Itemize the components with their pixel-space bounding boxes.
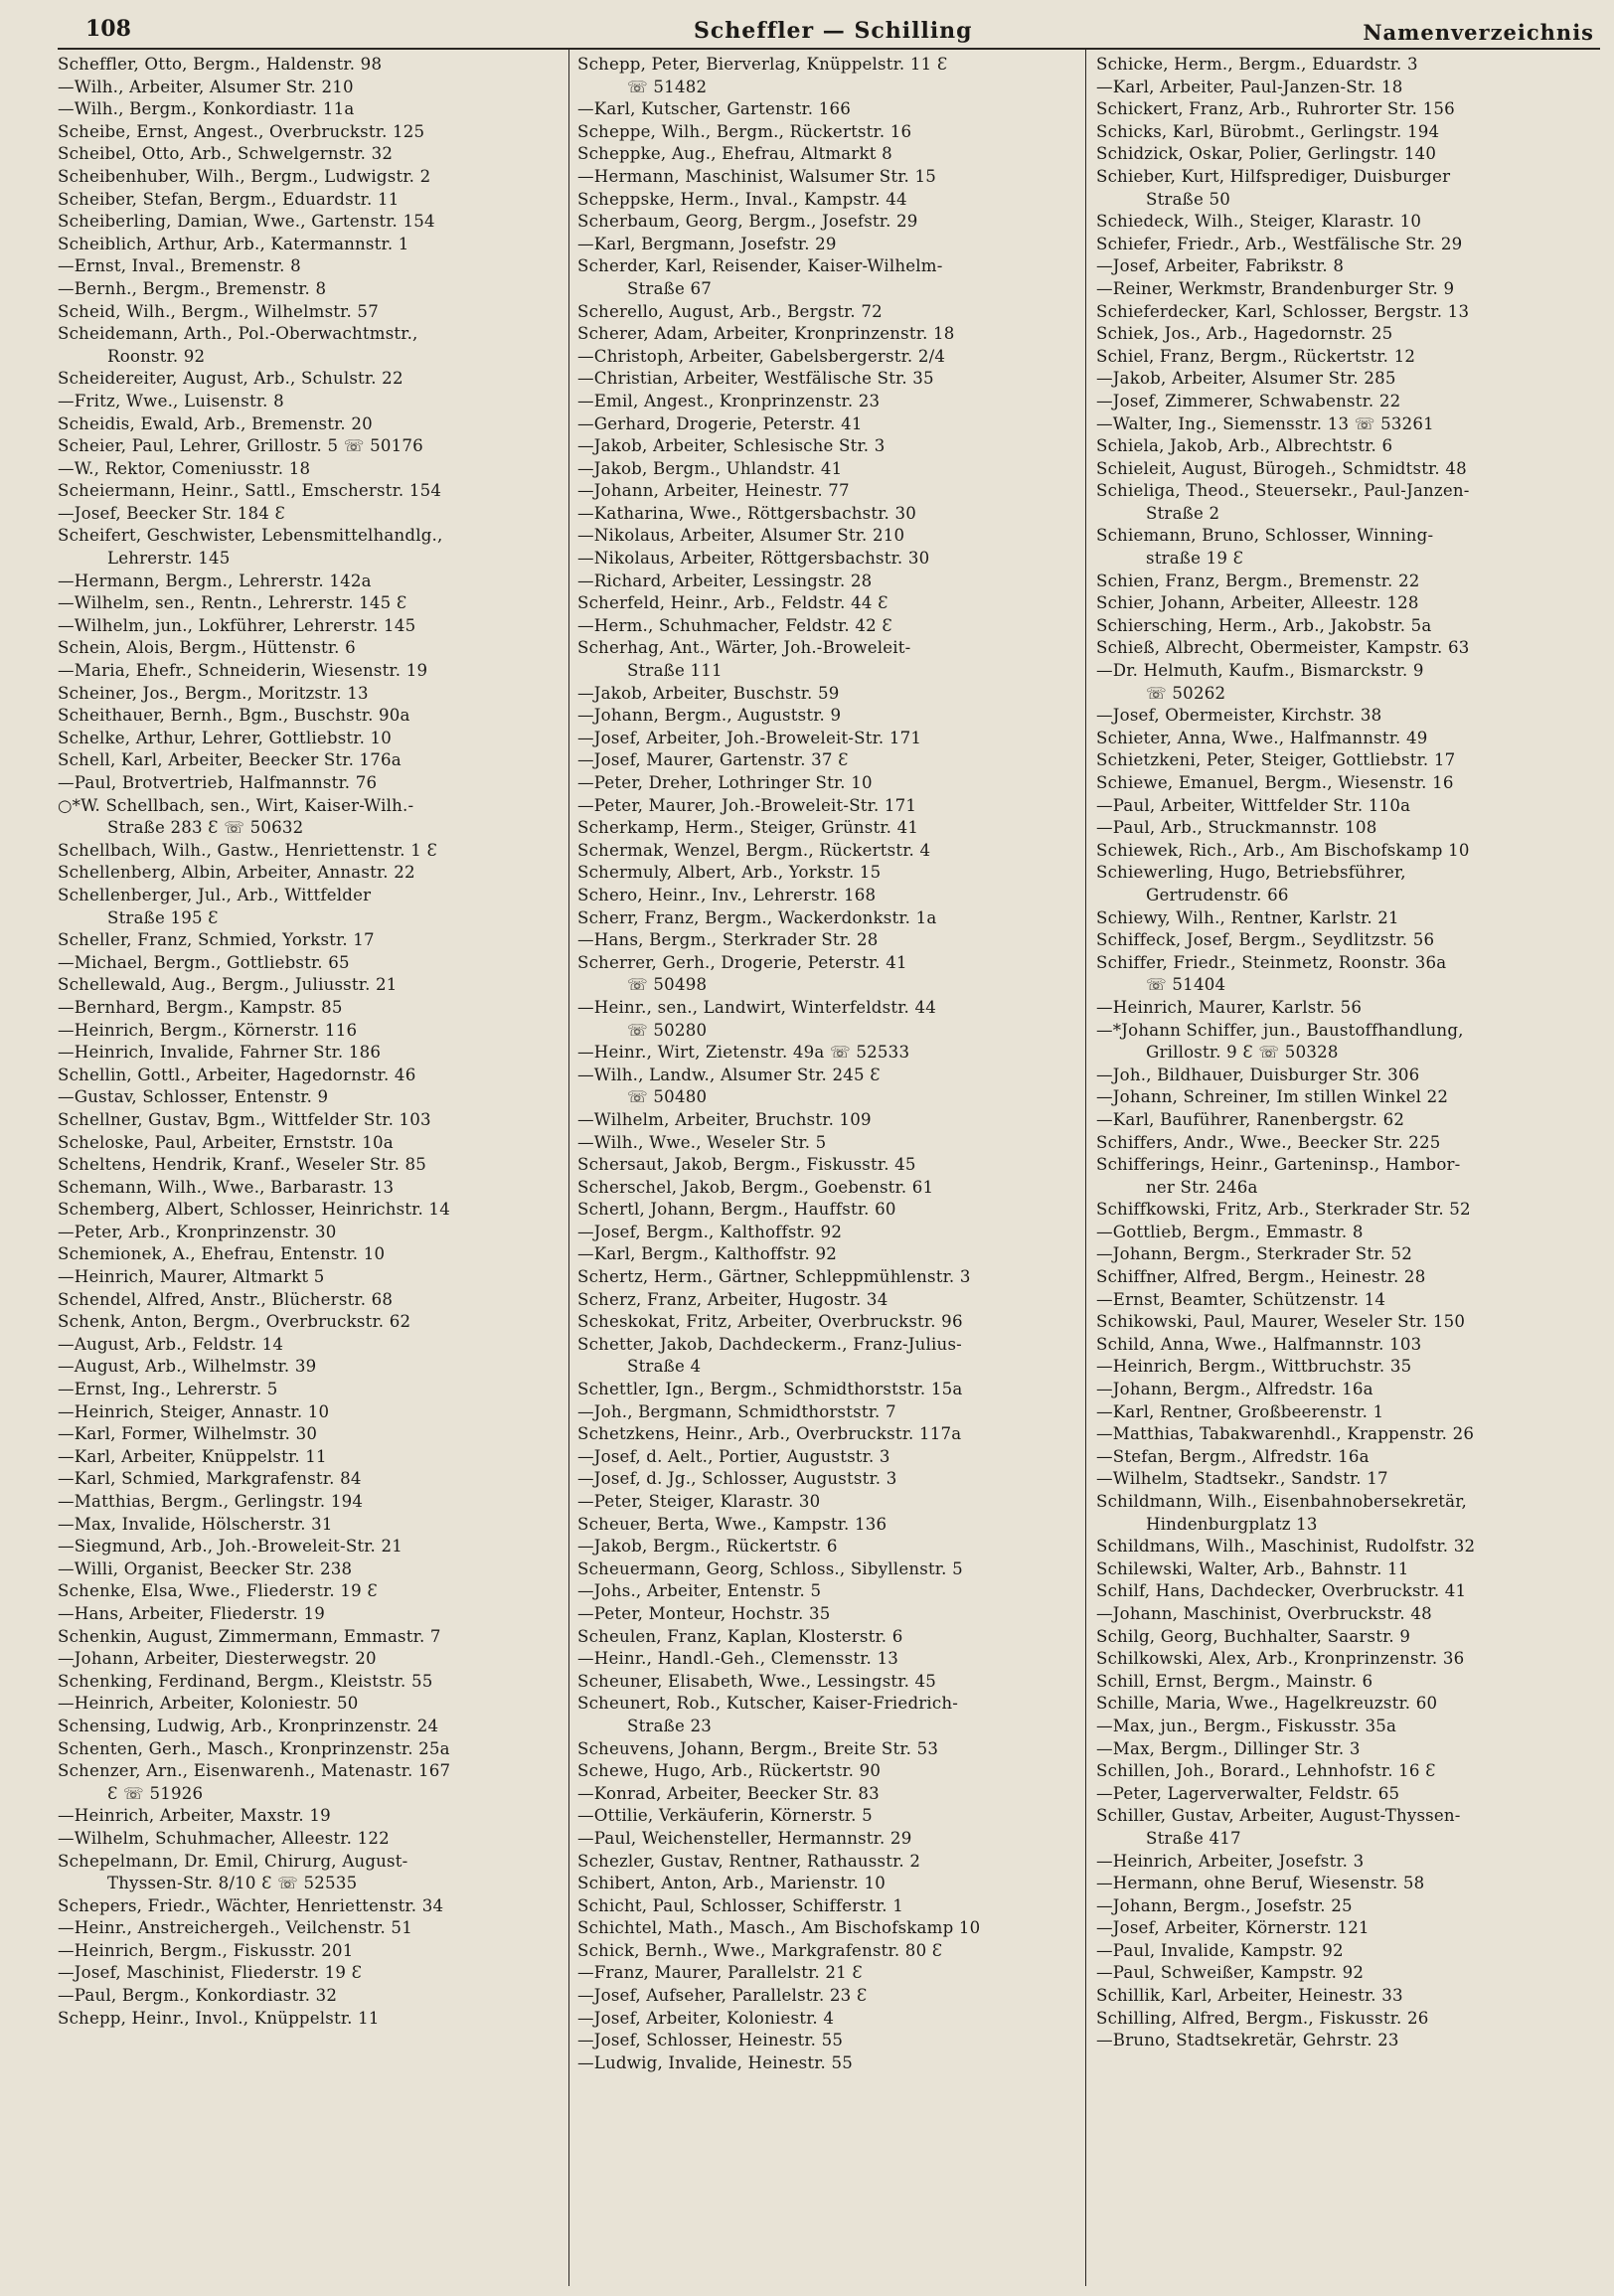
directory-entry: Schemberg, Albert, Schlosser, Heinrichstr. 14: [58, 1200, 450, 1220]
directory-entry: Schille, Maria, Wwe., Hagelkreuzstr. 60: [1096, 1694, 1438, 1714]
directory-entry: Scherello, August, Arb., Bergstr. 72: [577, 301, 883, 321]
directory-entry: Scherer, Adam, Arbeiter, Kronprinzenstr. 18: [577, 324, 955, 344]
directory-entry: Scherrer, Gerh., Drogerie, Peterstr. 41: [577, 952, 907, 972]
directory-entry: Straße 50: [1146, 189, 1230, 209]
directory-entry: Schenten, Gerh., Masch., Kronprinzenstr. 25a: [58, 1738, 450, 1758]
directory-entry: —Michael, Bergm., Gottliebstr. 65: [58, 952, 350, 972]
directory-entry: Schiela, Jakob, Arb., Albrechtstr. 6: [1096, 436, 1393, 456]
directory-entry: Schilkowski, Alex, Arb., Kronprinzenstr. 36: [1096, 1649, 1465, 1669]
directory-entry: Straße 4: [627, 1357, 702, 1377]
directory-entry: —Richard, Arbeiter, Lessingstr. 28: [577, 571, 873, 590]
directory-entry: Schenke, Elsa, Wwe., Fliederstr. 19 Ɛ: [58, 1581, 378, 1601]
page-title: Scheffler — Schilling: [694, 18, 973, 44]
directory-entry: —Johann, Arbeiter, Heinestr. 77: [577, 481, 850, 501]
directory-entry: Schero, Heinr., Inv., Lehrerstr. 168: [577, 885, 877, 904]
directory-entry: —Gustav, Schlosser, Entenstr. 9: [58, 1087, 329, 1107]
directory-entry: —Josef, Obermeister, Kirchstr. 38: [1096, 706, 1382, 726]
directory-entry: —Karl, Bauführer, Ranenbergstr. 62: [1096, 1109, 1405, 1129]
directory-entry: Schiewe, Emanuel, Bergm., Wiesenstr. 16: [1096, 773, 1454, 792]
directory-entry: —Joh., Bergmann, Schmidthorststr. 7: [577, 1401, 896, 1421]
directory-entry: ☏ 51404: [1146, 975, 1226, 995]
directory-entry: —Peter, Monteur, Hochstr. 35: [577, 1603, 831, 1623]
directory-entry: —Bernhard, Bergm., Kampstr. 85: [58, 997, 343, 1017]
directory-entry: straße 19 Ɛ: [1146, 549, 1244, 569]
directory-entry: Schertz, Herm., Gärtner, Schleppmühlenstr. 3: [577, 1267, 971, 1287]
directory-entry: Schenkin, August, Zimmermann, Emmastr. 7: [58, 1626, 441, 1646]
directory-entry: Schellin, Gottl., Arbeiter, Hagedornstr. 46: [58, 1065, 416, 1084]
directory-entry: Schepp, Peter, Bierverlag, Knüppelstr. 11 Ɛ: [577, 55, 948, 74]
directory-entry: Scheunert, Rob., Kutscher, Kaiser-Friedrich-: [577, 1694, 959, 1714]
directory-entry: —Wilhelm, sen., Rentn., Lehrerstr. 145 Ɛ: [58, 593, 407, 613]
directory-entry: Scheiner, Jos., Bergm., Moritzstr. 13: [58, 683, 369, 703]
directory-entry: Scherfeld, Heinr., Arb., Feldstr. 44 Ɛ: [577, 593, 888, 613]
directory-entry: Scheithauer, Bernh., Bgm., Buschstr. 90a: [58, 706, 410, 726]
directory-entry: Scherhag, Ant., Wärter, Joh.-Broweleit-: [577, 638, 911, 658]
directory-entry: Schiffers, Andr., Wwe., Beecker Str. 225: [1096, 1132, 1441, 1152]
directory-entry: Schiewy, Wilh., Rentner, Karlstr. 21: [1096, 907, 1399, 927]
directory-entry: —Max, jun., Bergm., Fiskusstr. 35a: [1096, 1716, 1397, 1735]
directory-entry: Schiffer, Friedr., Steinmetz, Roonstr. 36a: [1096, 952, 1447, 972]
directory-entry: —Gottlieb, Bergm., Emmastr. 8: [1096, 1222, 1364, 1241]
directory-entry: Schenzer, Arn., Eisenwarenh., Matenastr. 167: [58, 1761, 451, 1781]
directory-entry: ☏ 50498: [627, 975, 708, 995]
directory-entry: ner Str. 246a: [1146, 1177, 1258, 1197]
directory-entry: —Konrad, Arbeiter, Beecker Str. 83: [577, 1783, 880, 1803]
directory-entry: Scheidemann, Arth., Pol.-Oberwachtmstr.,: [58, 324, 418, 344]
directory-entry: Schicke, Herm., Bergm., Eduardstr. 3: [1096, 55, 1418, 74]
directory-entry: —Bernh., Bergm., Bremenstr. 8: [58, 278, 327, 298]
directory-entry: —Karl, Arbeiter, Knüppelstr. 11: [58, 1446, 327, 1466]
directory-entry: Straße 111: [627, 661, 723, 681]
directory-entry: Schiller, Gustav, Arbeiter, August-Thyssen-: [1096, 1806, 1461, 1826]
directory-entry: —*Johann Schiffer, jun., Baustoffhandlung,: [1096, 1020, 1464, 1040]
directory-entry: —Paul, Weichensteller, Hermannstr. 29: [577, 1828, 912, 1848]
directory-entry: —Wilh., Bergm., Konkordiastr. 11a: [58, 99, 355, 119]
directory-entry: —Johann, Bergm., Josefstr. 25: [1096, 1895, 1353, 1915]
directory-entry: Schien, Franz, Bergm., Bremenstr. 22: [1096, 571, 1420, 590]
directory-entry: —Wilh., Arbeiter, Alsumer Str. 210: [58, 77, 354, 96]
column-2: [568, 50, 1085, 2286]
directory-entry: —Heinr., Wirt, Zietenstr. 49a ☏ 52533: [577, 1043, 910, 1063]
directory-entry: —Wilh., Landw., Alsumer Str. 245 Ɛ: [577, 1065, 881, 1084]
directory-entry: Schensing, Ludwig, Arb., Kronprinzenstr. 24: [58, 1716, 439, 1735]
directory-entry: —Paul, Brotvertrieb, Halfmannstr. 76: [58, 773, 378, 792]
directory-entry: —Josef, d. Jg., Schlosser, Auguststr. 3: [577, 1469, 897, 1489]
directory-entry: Scherkamp, Herm., Steiger, Grünstr. 41: [577, 818, 919, 838]
directory-entry: —Wilhelm, Schuhmacher, Alleestr. 122: [58, 1828, 390, 1848]
directory-entry: —Max, Invalide, Hölscherstr. 31: [58, 1514, 333, 1534]
directory-entry: Scherr, Franz, Bergm., Wackerdonkstr. 1a: [577, 907, 937, 927]
directory-entry: —Heinrich, Maurer, Karlstr. 56: [1096, 997, 1363, 1017]
directory-entry: Schiffeck, Josef, Bergm., Seydlitzstr. 56: [1096, 930, 1435, 950]
directory-entry: —Johs., Arbeiter, Entenstr. 5: [577, 1581, 822, 1601]
directory-entry: —Paul, Invalide, Kampstr. 92: [1096, 1940, 1344, 1960]
directory-entry: —Josef, Schlosser, Heinestr. 55: [577, 2031, 844, 2050]
directory-entry: —Josef, Bergm., Kalthoffstr. 92: [577, 1222, 843, 1241]
directory-entry: Schellenberger, Jul., Arb., Wittfelder: [58, 885, 372, 904]
directory-entry: Schetter, Jakob, Dachdeckerm., Franz-Julius-: [577, 1334, 962, 1354]
directory-entry: Thyssen-Str. 8/10 Ɛ ☏ 52535: [107, 1874, 358, 1893]
directory-entry: —Heinrich, Maurer, Altmarkt 5: [58, 1267, 325, 1287]
directory-entry: Schillen, Joh., Borard., Lehnhofstr. 16 Ɛ: [1096, 1761, 1436, 1781]
directory-entry: —Josef, Arbeiter, Koloniestr. 4: [577, 2008, 835, 2028]
directory-entry: —Peter, Steiger, Klarastr. 30: [577, 1492, 821, 1511]
directory-entry: —Heinrich, Arbeiter, Josefstr. 3: [1096, 1851, 1365, 1871]
directory-entry: Schilewski, Walter, Arb., Bahnstr. 11: [1096, 1558, 1409, 1578]
directory-entry: Straße 417: [1146, 1828, 1241, 1848]
directory-entry: Straße 2: [1146, 503, 1220, 523]
directory-entry: —Christian, Arbeiter, Westfälische Str. 35: [577, 369, 934, 389]
directory-entry: —Max, Bergm., Dillinger Str. 3: [1096, 1738, 1361, 1758]
directory-entry: —Walter, Ing., Siemensstr. 13 ☏ 53261: [1096, 413, 1434, 433]
directory-entry: Lehrerstr. 145: [107, 549, 231, 569]
directory-entry: —Ernst, Inval., Bremenstr. 8: [58, 256, 301, 276]
directory-entry: —Josef, Maurer, Gartenstr. 37 Ɛ: [577, 750, 849, 770]
directory-entry: Schier, Johann, Arbeiter, Alleestr. 128: [1096, 593, 1419, 613]
directory-entry: —Johann, Maschinist, Overbruckstr. 48: [1096, 1603, 1432, 1623]
directory-entry: Scheiberling, Damian, Wwe., Gartenstr. 154: [58, 212, 435, 232]
directory-entry: —August, Arb., Wilhelmstr. 39: [58, 1357, 317, 1377]
directory-entry: —Ottilie, Verkäuferin, Körnerstr. 5: [577, 1806, 873, 1826]
directory-entry: —Peter, Maurer, Joh.-Broweleit-Str. 171: [577, 795, 917, 815]
directory-entry: Scheltens, Hendrik, Kranf., Weseler Str. 85: [58, 1155, 427, 1175]
directory-entry: —Willi, Organist, Beecker Str. 238: [58, 1558, 353, 1578]
directory-entry: Schildmans, Wilh., Maschinist, Rudolfstr. 32: [1096, 1537, 1476, 1557]
directory-entry: Schidzick, Oskar, Polier, Gerlingstr. 140: [1096, 144, 1437, 164]
directory-entry: —Heinr., Anstreichergeh., Veilchenstr. 51: [58, 1918, 412, 1938]
column-3: [1085, 50, 1600, 2286]
directory-entry: —Joh., Bildhauer, Duisburger Str. 306: [1096, 1065, 1420, 1084]
directory-entry: —Peter, Lagerverwalter, Feldstr. 65: [1096, 1783, 1400, 1803]
directory-entry: Schepers, Friedr., Wächter, Henriettenstr. 34: [58, 1895, 444, 1915]
directory-entry: —Christoph, Arbeiter, Gabelsbergerstr. 2/4: [577, 346, 946, 366]
directory-entry: —Emil, Angest., Kronprinzenstr. 23: [577, 391, 881, 410]
directory-entry: Schicht, Paul, Schlosser, Schifferstr. 1: [577, 1895, 903, 1915]
directory-entry: Gertrudenstr. 66: [1146, 885, 1289, 904]
directory-entry: —Wilhelm, jun., Lokführer, Lehrerstr. 145: [58, 615, 416, 635]
directory-entry: Schieter, Anna, Wwe., Halfmannstr. 49: [1096, 728, 1428, 747]
directory-entry: Schietzkeni, Peter, Steiger, Gottliebstr. 17: [1096, 750, 1456, 770]
directory-entry: Schendel, Alfred, Anstr., Blücherstr. 68: [58, 1289, 394, 1309]
directory-entry: Schiefer, Friedr., Arb., Westfälische Str. 29: [1096, 234, 1463, 253]
directory-entry: —Johann, Bergm., Auguststr. 9: [577, 706, 842, 726]
directory-entry: —Jakob, Arbeiter, Schlesische Str. 3: [577, 436, 886, 456]
directory-entry: —Johann, Bergm., Sterkrader Str. 52: [1096, 1244, 1412, 1264]
directory-entry: —Siegmund, Arb., Joh.-Broweleit-Str. 21: [58, 1537, 404, 1557]
directory-entry: Straße 283 Ɛ ☏ 50632: [107, 818, 304, 838]
directory-entry: Schellenberg, Albin, Arbeiter, Annastr. 22: [58, 863, 415, 883]
directory-entry: —Jakob, Bergm., Rückertstr. 6: [577, 1537, 838, 1557]
directory-entry: Schilling, Alfred, Bergm., Fiskusstr. 26: [1096, 2008, 1429, 2028]
directory-entry: —Josef, d. Aelt., Portier, Auguststr. 3: [577, 1446, 890, 1466]
directory-entry: —Josef, Arbeiter, Körnerstr. 121: [1096, 1918, 1370, 1938]
directory-entry: Scheppe, Wilh., Bergm., Rückertstr. 16: [577, 121, 912, 141]
directory-entry: Schifferings, Heinr., Garteninsp., Hambor-: [1096, 1155, 1461, 1175]
directory-entry: —Josef, Arbeiter, Fabrikstr. 8: [1096, 256, 1345, 276]
directory-entry: Schildmann, Wilh., Eisenbahnobersekretär,: [1096, 1492, 1468, 1511]
directory-entry: —Herm., Schuhmacher, Feldstr. 42 Ɛ: [577, 615, 892, 635]
directory-entry: —Josef, Zimmerer, Schwabenstr. 22: [1096, 391, 1401, 410]
directory-entry: —Karl, Bergm., Kalthoffstr. 92: [577, 1244, 837, 1264]
directory-entry: Scheiber, Stefan, Bergm., Eduardstr. 11: [58, 189, 400, 209]
directory-entry: ☏ 50280: [627, 1020, 708, 1040]
directory-entry: —Paul, Schweißer, Kampstr. 92: [1096, 1963, 1365, 1983]
directory-entry: —Johann, Schreiner, Im stillen Winkel 22: [1096, 1087, 1449, 1107]
directory-entry: Scheidis, Ewald, Arb., Bremenstr. 20: [58, 413, 373, 433]
directory-entry: —Peter, Dreher, Lothringer Str. 10: [577, 773, 873, 792]
directory-entry: ○*W. Schellbach, sen., Wirt, Kaiser-Wilh.-: [58, 795, 414, 815]
directory-entry: —Paul, Bergm., Konkordiastr. 32: [58, 1986, 338, 2006]
directory-entry: Scheuner, Elisabeth, Wwe., Lessingstr. 45: [577, 1671, 937, 1691]
directory-entry: Scheibe, Ernst, Angest., Overbruckstr. 125: [58, 121, 425, 141]
directory-entry: Scherder, Karl, Reisender, Kaiser-Wilhelm-: [577, 256, 943, 276]
directory-entry: Hindenburgplatz 13: [1146, 1514, 1318, 1534]
directory-entry: —Paul, Arbeiter, Wittfelder Str. 110a: [1096, 795, 1411, 815]
directory-entry: Schieferdecker, Karl, Schlosser, Bergstr. 13: [1096, 301, 1470, 321]
directory-entry: —Gerhard, Drogerie, Peterstr. 41: [577, 413, 863, 433]
directory-entry: —Heinrich, Arbeiter, Maxstr. 19: [58, 1806, 331, 1826]
directory-entry: Scheuermann, Georg, Schloss., Sibyllenstr. 5: [577, 1558, 963, 1578]
directory-entry: Scheiblich, Arthur, Arb., Katermannstr. 1: [58, 234, 409, 253]
page-header: [58, 12, 1600, 50]
directory-entry: Schezler, Gustav, Rentner, Rathausstr. 2: [577, 1851, 921, 1871]
directory-entry: —Paul, Arb., Struckmannstr. 108: [1096, 818, 1377, 838]
directory-entry: ☏ 50480: [627, 1087, 708, 1107]
directory-entry: Scheidereiter, August, Arb., Schulstr. 22: [58, 369, 404, 389]
directory-entry: Roonstr. 92: [107, 346, 206, 366]
directory-entry: —Peter, Arb., Kronprinzenstr. 30: [58, 1222, 337, 1241]
directory-entry: Scherbaum, Georg, Bergm., Josefstr. 29: [577, 212, 918, 232]
directory-entry: —Dr. Helmuth, Kaufm., Bismarckstr. 9: [1096, 661, 1424, 681]
directory-entry: —Hermann, Maschinist, Walsumer Str. 15: [577, 166, 936, 186]
directory-entry: —Bruno, Stadtsekretär, Gehrstr. 23: [1096, 2031, 1399, 2050]
directory-entry: Schiel, Franz, Bergm., Rückertstr. 12: [1096, 346, 1416, 366]
directory-entry: Scheffler, Otto, Bergm., Haldenstr. 98: [58, 55, 383, 74]
directory-entry: Schiffner, Alfred, Bergm., Heinestr. 28: [1096, 1267, 1426, 1287]
directory-entry: Scheibenhuber, Wilh., Bergm., Ludwigstr. 2: [58, 166, 431, 186]
directory-entry: Scheller, Franz, Schmied, Yorkstr. 17: [58, 930, 375, 950]
directory-entry: Schiersching, Herm., Arb., Jakobstr. 5a: [1096, 615, 1432, 635]
directory-entry: Scherz, Franz, Arbeiter, Hugostr. 34: [577, 1289, 888, 1309]
directory-entry: —Karl, Kutscher, Gartenstr. 166: [577, 99, 852, 119]
directory-entry: —Jakob, Arbeiter, Alsumer Str. 285: [1096, 369, 1396, 389]
directory-entry: —Ernst, Ing., Lehrerstr. 5: [58, 1380, 278, 1399]
directory-entry: Scheifert, Geschwister, Lebensmittelhandlg.,: [58, 526, 443, 546]
directory-entry: —Hermann, ohne Beruf, Wiesenstr. 58: [1096, 1874, 1425, 1893]
directory-entry: Schiewek, Rich., Arb., Am Bischofskamp 10: [1096, 840, 1470, 860]
directory-entry: —Matthias, Tabakwarenhdl., Krappenstr. 26: [1096, 1424, 1475, 1444]
directory-entry: Scheppke, Aug., Ehefrau, Altmarkt 8: [577, 144, 892, 164]
directory-entry: —Heinrich, Bergm., Körnerstr. 116: [58, 1020, 358, 1040]
directory-entry: —Johann, Arbeiter, Diesterwegstr. 20: [58, 1649, 377, 1669]
directory-entry: Scheibel, Otto, Arb., Schwelgernstr. 32: [58, 144, 394, 164]
directory-entry: Schettler, Ign., Bergm., Schmidthorststr. 15a: [577, 1380, 963, 1399]
column-1: [58, 50, 568, 2286]
directory-entry: —Matthias, Bergm., Gerlingstr. 194: [58, 1492, 364, 1511]
directory-entry: Straße 195 Ɛ: [107, 907, 219, 927]
directory-entry: Schiewerling, Hugo, Betriebsführer,: [1096, 863, 1406, 883]
directory-entry: Scheier, Paul, Lehrer, Grillostr. 5 ☏ 50176: [58, 436, 423, 456]
directory-entry: Schillik, Karl, Arbeiter, Heinestr. 33: [1096, 1986, 1403, 2006]
directory-entry: —Karl, Former, Wilhelmstr. 30: [58, 1424, 318, 1444]
directory-entry: Scheid, Wilh., Bergm., Wilhelmstr. 57: [58, 301, 379, 321]
directory-entry: Schickert, Franz, Arb., Ruhrorter Str. 156: [1096, 99, 1455, 119]
directory-entry: Scherschel, Jakob, Bergm., Goebenstr. 61: [577, 1177, 934, 1197]
page-number: 108: [85, 16, 131, 42]
directory-entry: —Karl, Bergmann, Josefstr. 29: [577, 234, 837, 253]
directory-entry: —Josef, Beecker Str. 184 Ɛ: [58, 503, 286, 523]
directory-entry: —Fritz, Wwe., Luisenstr. 8: [58, 391, 284, 410]
directory-entry: Schieber, Kurt, Hilfsprediger, Duisburger: [1096, 166, 1451, 186]
directory-entry: Schichtel, Math., Masch., Am Bischofskamp 10: [577, 1918, 981, 1938]
directory-entry: —Heinr., Handl.-Geh., Clemensstr. 13: [577, 1649, 898, 1669]
directory-entry: Scheulen, Franz, Kaplan, Klosterstr. 6: [577, 1626, 903, 1646]
directory-entry: Schellner, Gustav, Bgm., Wittfelder Str. 103: [58, 1109, 431, 1129]
directory-entry: Schikowski, Paul, Maurer, Weseler Str. 150: [1096, 1312, 1466, 1332]
directory-entry: Scheuvens, Johann, Bergm., Breite Str. 53: [577, 1738, 939, 1758]
directory-entry: Schiffkowski, Fritz, Arb., Sterkrader Str. 52: [1096, 1200, 1471, 1220]
directory-entry: —Katharina, Wwe., Röttgersbachstr. 30: [577, 503, 916, 523]
directory-entry: —Jakob, Arbeiter, Buschstr. 59: [577, 683, 840, 703]
directory-entry: Schilf, Hans, Dachdecker, Overbruckstr. 41: [1096, 1581, 1467, 1601]
directory-entry: —Heinrich, Invalide, Fahrner Str. 186: [58, 1043, 382, 1063]
directory-entry: —Ludwig, Invalide, Heinestr. 55: [577, 2052, 853, 2072]
directory-entry: Schersaut, Jakob, Bergm., Fiskusstr. 45: [577, 1155, 916, 1175]
directory-entry: —Heinrich, Steiger, Annastr. 10: [58, 1401, 330, 1421]
directory-entry: —Nikolaus, Arbeiter, Röttgersbachstr. 30: [577, 549, 930, 569]
directory-entry: Scheuer, Berta, Wwe., Kampstr. 136: [577, 1514, 888, 1534]
directory-entry: Schemionek, A., Ehefrau, Entenstr. 10: [58, 1244, 386, 1264]
directory-entry: —Josef, Arbeiter, Joh.-Broweleit-Str. 171: [577, 728, 922, 747]
directory-entry: —Karl, Schmied, Markgrafenstr. 84: [58, 1469, 362, 1489]
directory-entry: Scheppske, Herm., Inval., Kampstr. 44: [577, 189, 907, 209]
directory-entry: —Hans, Arbeiter, Fliederstr. 19: [58, 1603, 326, 1623]
directory-entry: Straße 67: [627, 278, 712, 298]
directory-entry: —Hermann, Bergm., Lehrerstr. 142a: [58, 571, 372, 590]
directory-entry: Scheskokat, Fritz, Arbeiter, Overbruckstr. 96: [577, 1312, 963, 1332]
directory-entry: ☏ 51482: [627, 77, 708, 96]
directory-entry: Scheloske, Paul, Arbeiter, Ernststr. 10a: [58, 1132, 394, 1152]
directory-entry: —W., Rektor, Comeniusstr. 18: [58, 458, 311, 478]
directory-entry: Schepp, Heinr., Invol., Knüppelstr. 11: [58, 2008, 380, 2028]
directory-entry: Schiedeck, Wilh., Steiger, Klarastr. 10: [1096, 212, 1422, 232]
directory-entry: —August, Arb., Feldstr. 14: [58, 1334, 284, 1354]
directory-entry: —Reiner, Werkmstr, Brandenburger Str. 9: [1096, 278, 1455, 298]
directory-entry: —Josef, Maschinist, Fliederstr. 19 Ɛ: [58, 1963, 363, 1983]
directory-entry: Schiemann, Bruno, Schlosser, Winning-: [1096, 526, 1434, 546]
directory-entry: Schell, Karl, Arbeiter, Beecker Str. 176a: [58, 750, 402, 770]
directory-entry: ☏ 50262: [1146, 683, 1226, 703]
directory-entry: Schild, Anna, Wwe., Halfmannstr. 103: [1096, 1334, 1422, 1354]
directory-entry: Schilg, Georg, Buchhalter, Saarstr. 9: [1096, 1626, 1411, 1646]
section-title: Namenverzeichnis: [1363, 20, 1594, 45]
directory-entry: Schenking, Ferdinand, Bergm., Kleiststr. 55: [58, 1671, 433, 1691]
directory-entry: Grillostr. 9 Ɛ ☏ 50328: [1146, 1043, 1339, 1063]
directory-entry: Schellewald, Aug., Bergm., Juliusstr. 21: [58, 975, 398, 995]
directory-entry: Schellbach, Wilh., Gastw., Henriettenstr. 1 Ɛ: [58, 840, 438, 860]
directory-entry: Scheiermann, Heinr., Sattl., Emscherstr. 154: [58, 481, 442, 501]
directory-entry: Schelke, Arthur, Lehrer, Gottliebstr. 10: [58, 728, 393, 747]
directory-entry: —Heinrich, Bergm., Wittbruchstr. 35: [1096, 1357, 1412, 1377]
directory-entry: —Wilhelm, Arbeiter, Bruchstr. 109: [577, 1109, 872, 1129]
directory-entry: Schein, Alois, Bergm., Hüttenstr. 6: [58, 638, 356, 658]
directory-entry: Schenk, Anton, Bergm., Overbruckstr. 62: [58, 1312, 411, 1332]
directory-entry: Schewe, Hugo, Arb., Rückertstr. 90: [577, 1761, 882, 1781]
directory-entry: Schertl, Johann, Bergm., Hauffstr. 60: [577, 1200, 896, 1220]
directory-entry: Schieliga, Theod., Steuersekr., Paul-Janzen-: [1096, 481, 1470, 501]
directory-entry: Schill, Ernst, Bergm., Mainstr. 6: [1096, 1671, 1373, 1691]
directory-entry: Schetzkens, Heinr., Arb., Overbruckstr. 117a: [577, 1424, 962, 1444]
directory-entry: —Johann, Bergm., Alfredstr. 16a: [1096, 1380, 1373, 1399]
directory-entry: Schemann, Wilh., Wwe., Barbarastr. 13: [58, 1177, 395, 1197]
directory-entry: —Maria, Ehefr., Schneiderin, Wiesenstr. 19: [58, 661, 428, 681]
directory-entry: —Josef, Aufseher, Parallelstr. 23 Ɛ: [577, 1986, 868, 2006]
directory-entry: —Heinrich, Arbeiter, Koloniestr. 50: [58, 1694, 359, 1714]
directory-entry: Schermak, Wenzel, Bergm., Rückertstr. 4: [577, 840, 931, 860]
directory-entry: Schieß, Albrecht, Obermeister, Kampstr. 63: [1096, 638, 1470, 658]
directory-entry: —Jakob, Bergm., Uhlandstr. 41: [577, 458, 843, 478]
directory-entry: —Karl, Rentner, Großbeerenstr. 1: [1096, 1401, 1384, 1421]
directory-entry: Schicks, Karl, Bürobmt., Gerlingstr. 194: [1096, 121, 1440, 141]
directory-entry: Schermuly, Albert, Arb., Yorkstr. 15: [577, 863, 882, 883]
directory-entry: Schepelmann, Dr. Emil, Chirurg, August-: [58, 1851, 408, 1871]
directory-entry: —Stefan, Bergm., Alfredstr. 16a: [1096, 1446, 1370, 1466]
directory-entry: —Wilhelm, Stadtsekr., Sandstr. 17: [1096, 1469, 1388, 1489]
directory-entry: —Ernst, Beamter, Schützenstr. 14: [1096, 1289, 1386, 1309]
directory-entry: —Hans, Bergm., Sterkrader Str. 28: [577, 930, 879, 950]
directory-entry: Schick, Bernh., Wwe., Markgrafenstr. 80 Ɛ: [577, 1940, 943, 1960]
directory-entry: —Nikolaus, Arbeiter, Alsumer Str. 210: [577, 526, 905, 546]
directory-entry: Schiek, Jos., Arb., Hagedornstr. 25: [1096, 324, 1393, 344]
directory-entry: Straße 23: [627, 1716, 712, 1735]
directory-entry: —Karl, Arbeiter, Paul-Janzen-Str. 18: [1096, 77, 1403, 96]
directory-entry: —Franz, Maurer, Parallelstr. 21 Ɛ: [577, 1963, 863, 1983]
directory-columns: [58, 50, 1600, 2286]
directory-entry: —Heinr., sen., Landwirt, Winterfeldstr. 44: [577, 997, 936, 1017]
directory-entry: Ɛ ☏ 51926: [107, 1783, 204, 1803]
directory-entry: Schibert, Anton, Arb., Marienstr. 10: [577, 1874, 886, 1893]
directory-entry: —Wilh., Wwe., Weseler Str. 5: [577, 1132, 827, 1152]
directory-entry: —Heinrich, Bergm., Fiskusstr. 201: [58, 1940, 354, 1960]
directory-entry: Schieleit, August, Bürogeh., Schmidtstr. 48: [1096, 458, 1467, 478]
